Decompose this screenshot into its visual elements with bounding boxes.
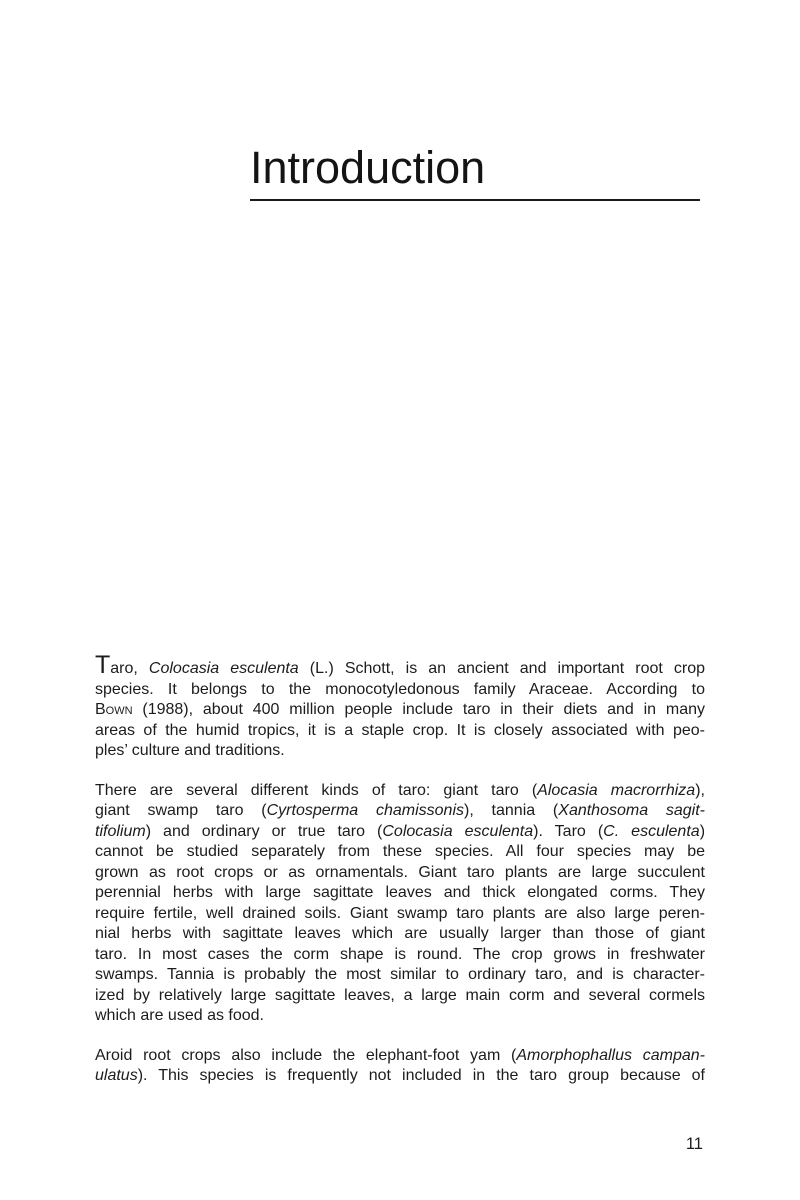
paragraph — [95, 781, 705, 1027]
text-line: swamps. Tannia is probably the most similar to ordinary taro, and is character- — [95, 966, 705, 983]
drop-cap: T — [95, 651, 111, 679]
text-line: ples’ culture and traditions. — [95, 742, 285, 759]
text-line: perennial herbs with large sagittate leaves and thick elongated corms. They — [95, 884, 705, 901]
text-line: which are used as food. — [95, 1007, 264, 1024]
text-line: require fertile, well drained soils. Giant swamp taro plants are also large peren- — [95, 904, 705, 922]
text-line: cannot be studied separately from these species. All four species may be — [95, 843, 705, 860]
title-rule — [250, 199, 700, 201]
text-line: areas of the humid tropics, it is a staple crop. It is closely associated with peo- — [95, 721, 705, 739]
text-line: nial herbs with sagittate leaves which are usually larger than those of giant — [95, 925, 705, 942]
text-line: giant swamp taro (Cyrtosperma chamissonis), tannia (Xanthosoma sagit- — [95, 802, 706, 819]
chapter-title: Introduction — [250, 142, 486, 193]
paragraph — [95, 1046, 705, 1087]
page-number: 11 — [685, 1135, 703, 1153]
text-line: tifolium) and ordinary or true taro (Colocasia esculenta). Taro (C. esculenta) — [95, 822, 706, 840]
text-line: Aroid root crops also include the elephant-foot yam (Amorphophallus campan- — [95, 1046, 705, 1064]
text-line: grown as root crops or as ornamentals. Giant taro plants are large succulent — [95, 863, 705, 881]
text-line: species. It belongs to the monocotyledonous family Araceae. According to — [95, 680, 705, 698]
text-line: ized by relatively large sagittate leaves, a large main corm and several cormels — [95, 986, 705, 1004]
text-line: Taro, Colocasia esculenta (L.) Schott, is an ancient and important root crop — [95, 651, 706, 679]
text-line: ulatus). This species is frequently not included in the taro group because of — [95, 1067, 705, 1084]
body-text — [95, 651, 706, 1087]
text-line: There are several different kinds of taro: giant taro (Alocasia macrorrhiza), — [95, 781, 705, 799]
text-line: Bown (1988), about 400 million people include taro in their diets and in many — [95, 701, 705, 718]
paragraph — [95, 651, 706, 762]
text-line: taro. In most cases the corm shape is round. The crop grows in freshwater — [95, 945, 705, 963]
